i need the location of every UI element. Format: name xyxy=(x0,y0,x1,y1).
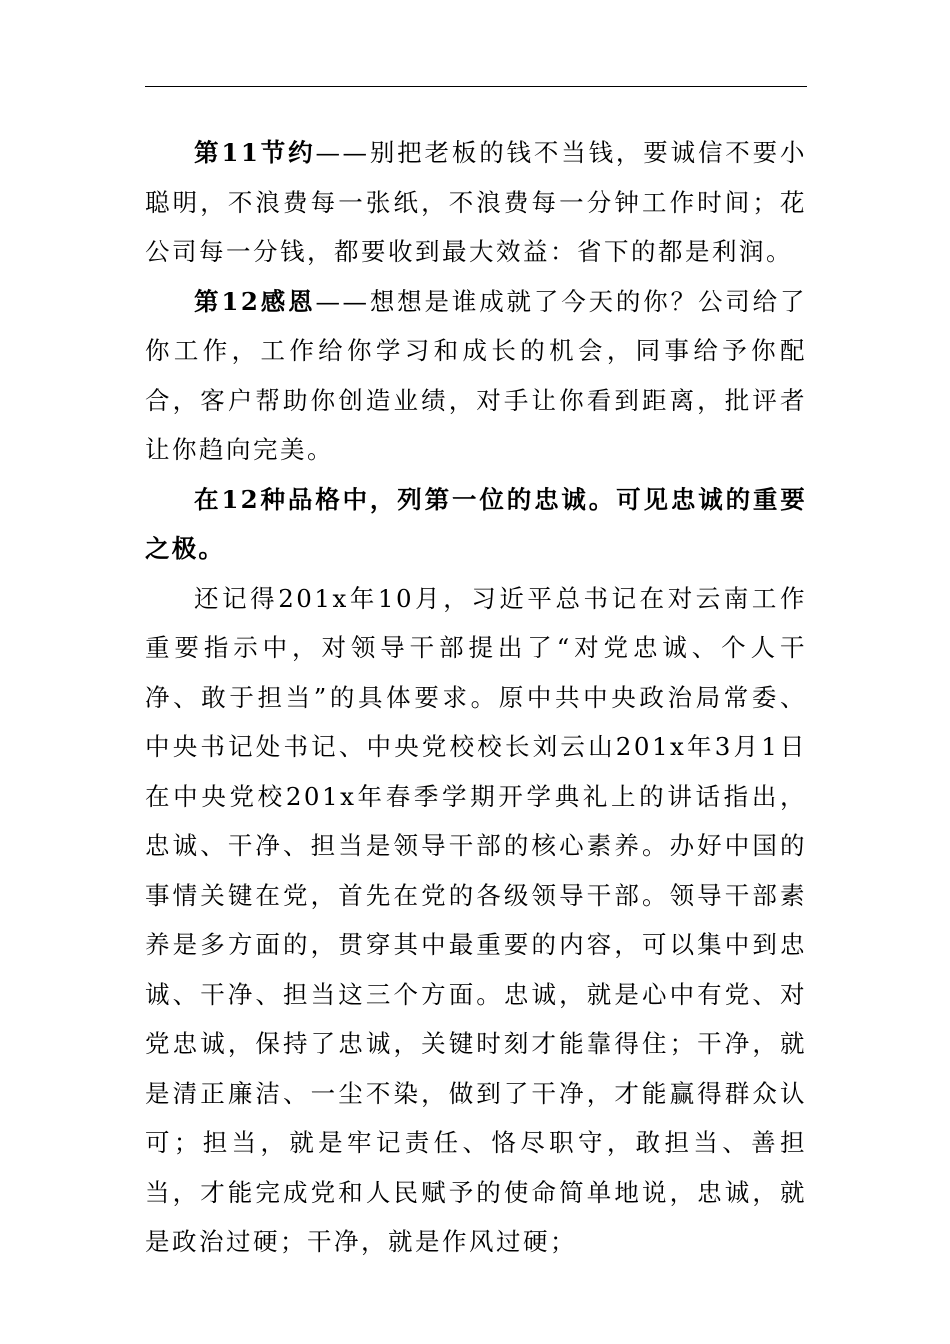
paragraph-text: 还记得201x年10月，习近平总书记在对云南工作重要指示中，对领导干部提出了“对党忠诚、个人干净、敢于担当”的具体要求。原中共中央政治局常委、中央书记处书记、中央党校校长刘云山201x年3月1日在中央党校201x年春季学期开学典礼上的讲话指出，忠诚、干净、担当是领导干部的核心素养。办好中国的事情关键在党，首先在党的各级领导干部。领导干部素养是多方面的，贯穿其中最重要的内容，可以集中到忠诚、干净、担当这三个方面。忠诚，就是心中有党、对党忠诚，保持了忠诚，关键时刻才能靠得住；干净，就是清正廉洁、一尘不染，做到了干净，才能赢得群众认可；担当，就是牢记责任、恪尽职守，敢担当、善担当，才能完成党和人民赋予的使命简单地说，忠诚，就是政治过硬；干净，就是作风过硬； xyxy=(145,583,807,1256)
document-body xyxy=(145,128,807,1267)
paragraph-thrift xyxy=(145,128,807,277)
paragraph-text: ——想想是谁成就了今天的你？公司给了你工作，工作给你学习和成长的机会，同事给予你配合，客户帮助你创造业绩，对手让你看到距离，批评者让你趋向完美。 xyxy=(145,286,807,464)
paragraph-text: 在12种品格中，列第一位的忠诚。可见忠诚的重要之极。 xyxy=(145,484,807,563)
paragraph-lead: 第12感恩 xyxy=(194,286,316,316)
paragraph-text: ——别把老板的钱不当钱，要诚信不要小聪明，不浪费每一张纸，不浪费每一分钟工作时间；花公司每一分钱，都要收到最大效益：省下的都是利润。 xyxy=(145,138,807,266)
paragraph-main xyxy=(145,574,807,1267)
paragraph-lead: 第11节约 xyxy=(194,138,316,167)
paragraph-gratitude xyxy=(145,277,807,475)
paragraph-loyalty-summary xyxy=(145,475,807,574)
header-rule xyxy=(145,86,807,87)
